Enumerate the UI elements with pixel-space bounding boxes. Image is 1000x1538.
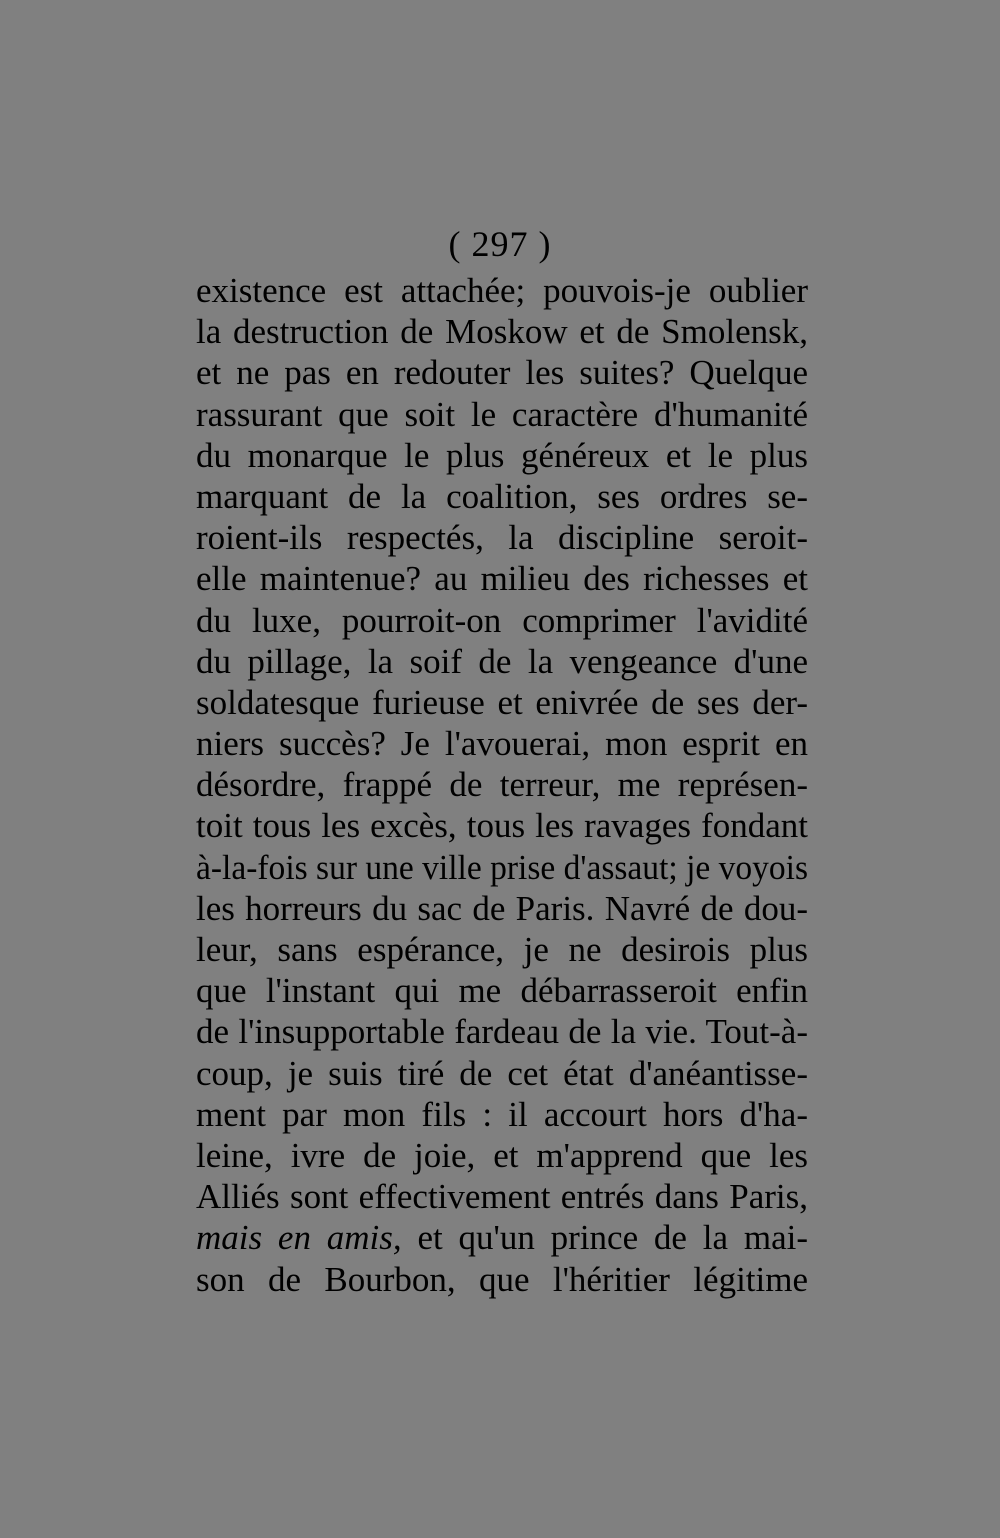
text-line: que l'instant qui me débarrasseroit enfin bbox=[196, 971, 808, 1011]
italic-phrase: mais en amis, bbox=[196, 1218, 402, 1258]
text-line: désordre, frappé de terreur, me représen- bbox=[196, 765, 808, 805]
body-text bbox=[196, 270, 808, 1300]
text-line: les horreurs du sac de Paris. Navré de dou- bbox=[196, 888, 808, 928]
text-line: du luxe, pourroit-on comprimer l'avidité bbox=[196, 600, 808, 640]
text-line: du monarque le plus généreux et le plus bbox=[196, 435, 808, 475]
text-line: rassurant que soit le caractère d'humanité bbox=[196, 394, 808, 434]
text-line: toit tous les excès, tous les ravages fondant bbox=[196, 806, 808, 846]
text-line-mixed bbox=[196, 1217, 808, 1258]
text-line: son de Bourbon, que l'héritier légitime bbox=[196, 1259, 808, 1299]
text-line: la destruction de Moskow et de Smolensk, bbox=[196, 312, 808, 352]
text-line: coup, je suis tiré de cet état d'anéantisse- bbox=[196, 1053, 808, 1093]
text-line: roient-ils respectés, la discipline seroit- bbox=[196, 518, 808, 558]
text-line: marquant de la coalition, ses ordres se- bbox=[196, 476, 808, 516]
text-line: leine, ivre de joie, et m'apprend que les bbox=[196, 1135, 808, 1175]
text-line: soldatesque furieuse et enivrée de ses der- bbox=[196, 682, 808, 722]
text-line: elle maintenue? au milieu des richesses et bbox=[196, 559, 808, 599]
text-line: du pillage, la soif de la vengeance d'une bbox=[196, 641, 808, 681]
text-line: et ne pas en redouter les suites? Quelque bbox=[196, 353, 808, 393]
text-fragment: et qu'un prince de la mai- bbox=[401, 1218, 808, 1258]
text-line: à-la-fois sur une ville prise d'assaut; je voyois bbox=[196, 847, 809, 887]
text-line: de l'insupportable fardeau de la vie. Tout-à- bbox=[196, 1012, 808, 1052]
page-number: ( 297 ) bbox=[448, 224, 552, 264]
text-line: ment par mon fils : il accourt hors d'ha- bbox=[196, 1094, 808, 1134]
text-line: leur, sans espérance, je ne desirois plus bbox=[196, 930, 808, 969]
text-line: Alliés sont effectivement entrés dans Paris, bbox=[196, 1177, 808, 1217]
text-line: existence est attachée; pouvois-je oublier bbox=[196, 271, 808, 310]
text-line: niers succès? Je l'avouerai, mon esprit en bbox=[196, 724, 808, 764]
